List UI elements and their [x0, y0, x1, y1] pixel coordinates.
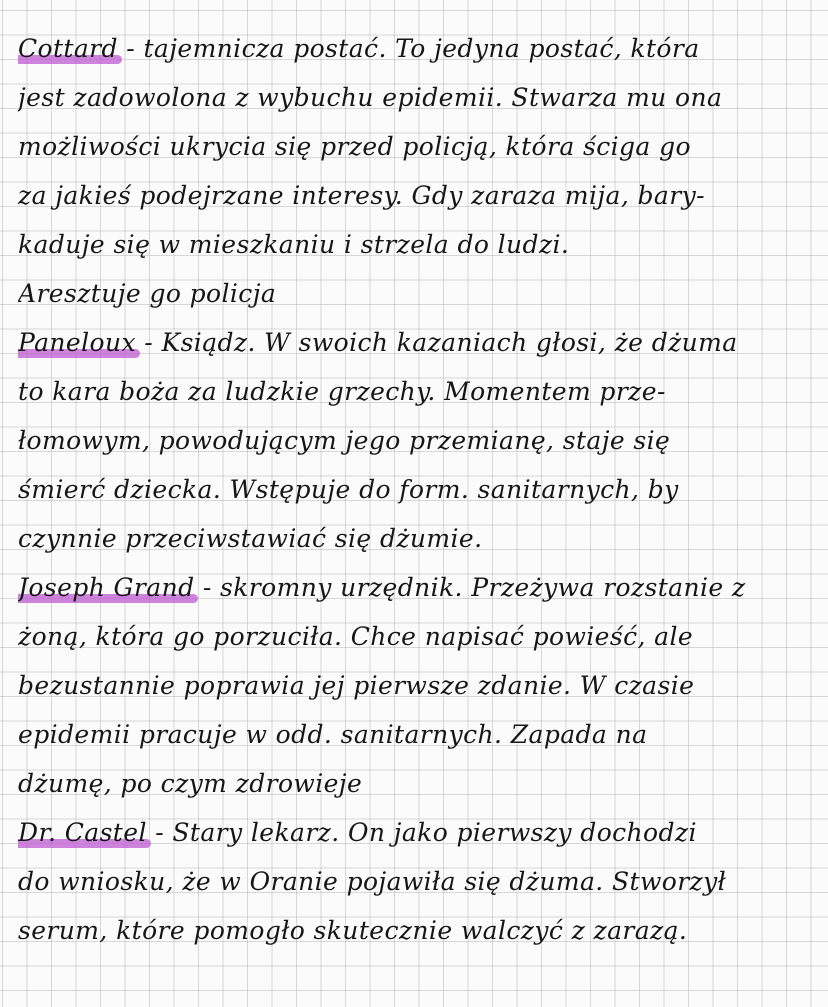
note-line: epidemii pracuje w odd. sanitarnych. Zapada na [18, 720, 648, 749]
note-line: kaduje się w mieszkaniu i strzela do ludzi. [18, 230, 570, 259]
note-line: Aresztuje go policja [18, 279, 277, 308]
note-line: dżumę, po czym zdrowieje [18, 769, 363, 798]
character-name-highlight: Joseph Grand [18, 571, 194, 605]
note-line: Cottard - tajemnicza postać. To jedyna postać, która [18, 32, 822, 68]
note-line: śmierć dziecka. Wstępuje do form. sanitarnych, by [18, 475, 679, 504]
note-line: możliwości ukrycia się przed policją, która ściga go [18, 132, 691, 161]
note-line: do wniosku, że w Oranie pojawiła się dżuma. Stworzył [18, 867, 727, 896]
note-line: jest zadowolona z wybuchu epidemii. Stwarza mu ona [18, 83, 723, 112]
note-line: Joseph Grand - skromny urzędnik. Przeżywa rozstanie z [18, 571, 822, 607]
note-line: za jakieś podejrzane interesy. Gdy zaraza mija, bary- [18, 181, 705, 210]
note-line: Dr. Castel - Stary lekarz. On jako pierwszy dochodzi [18, 816, 822, 852]
note-line: to kara boża za ludzkie grzechy. Momentem prze- [18, 377, 666, 406]
character-name-highlight: Cottard [18, 32, 118, 66]
note-line: serum, które pomogło skutecznie walczyć z zarazą. [18, 916, 688, 945]
note-line: łomowym, powodującym jego przemianę, staje się [18, 426, 671, 455]
note-line: żoną, która go porzuciła. Chce napisać powieść, ale [18, 622, 694, 651]
character-name-highlight: Dr. Castel [18, 816, 147, 850]
note-line: czynnie przeciwstawiać się dżumie. [18, 524, 483, 553]
note-line: bezustannie poprawia jej pierwsze zdanie. W czasie [18, 671, 695, 700]
character-name-highlight: Paneloux [18, 326, 136, 360]
note-line: Paneloux - Ksiądz. W swoich kazaniach głosi, że dżuma [18, 326, 822, 362]
